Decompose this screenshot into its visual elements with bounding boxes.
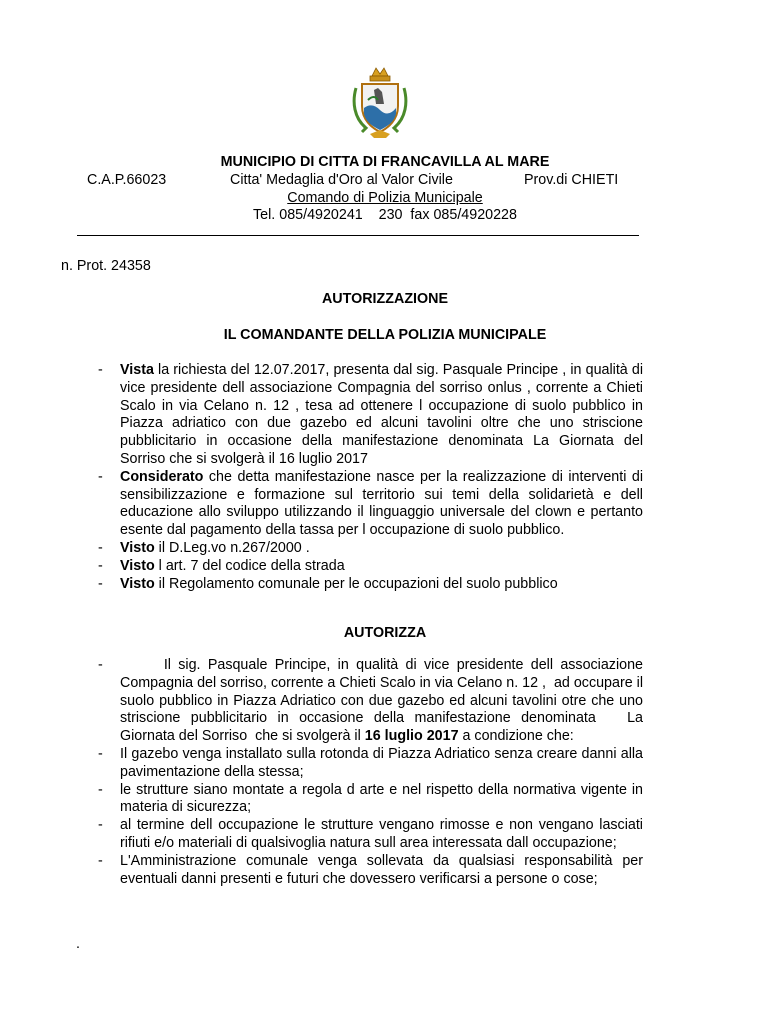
protocol-number: n. Prot. 24358 — [61, 258, 151, 274]
municipality-name: MUNICIPIO DI CITTA DI FRANCAVILLA AL MARE — [220, 154, 550, 170]
authorization-main: - Il sig. Pasquale Principe, in qualità di vice presidente dell associazione Compagnia del sorriso, corrente a Chieti Scalo in via Celano n. 12 , ad occupare il suolo pubblico in Piazza Adriatico con due gazebo ed alcuni tavolini otre che uno striscione pubblicitario in occasione della manifestazione denominata La Giornata del Sorriso che si svolgerà il 16 luglio 2017 a condizione che: — [98, 657, 643, 746]
authorize-title: AUTORIZZA — [343, 625, 427, 641]
police-command: Comando di Polizia Municipale — [287, 190, 483, 206]
trailing-dot: . — [76, 936, 80, 952]
postal-code: C.A.P.66023 — [87, 172, 167, 188]
premise-item: - Considerato che detta manifestazione nasce per la realizzazione di interventi di sensibilizzazione e formazione sul territorio sui temi della solidarietà e dell educazione allo sviluppo utilizzando il linguaggio universale del clown e pertanto esente dal pagamento della tassa per l occupazione di suolo pubblico. — [98, 469, 643, 540]
condition-item: - Il gazebo venga installato sulla rotonda di Piazza Adriatico senza creare danni alla pavimentazione della stessa; — [98, 746, 643, 782]
condition-item: - le strutture siano montate a regola d arte e nel rispetto della normativa vigente in materia di sicurezza; — [98, 782, 643, 818]
phone-fax: Tel. 085/4920241 230 fax 085/4920228 — [253, 207, 517, 223]
medal-line: Citta' Medaglia d'Oro al Valor Civile — [230, 172, 453, 188]
premise-item: - Vista la richiesta del 12.07.2017, presenta dal sig. Pasquale Principe , in qualità di vice presidente dell associazione Compagnia del sorriso onlus , corrente a Chieti Scalo in via Celano n. 12 , tesa ad ottenere l occupazione di suolo pubblico in Piazza adriatico con due gazebo ed alcuni tavolini oltre che uno striscione pubblicitario in occasione della manifestazione denominata La Giornata del Sorriso che si svolgerà il 16 luglio 2017 — [98, 362, 643, 469]
province: Prov.di CHIETI — [524, 172, 619, 188]
authorization-list — [98, 657, 647, 888]
municipal-crest-icon — [348, 66, 412, 140]
header-divider — [77, 235, 639, 236]
premise-item: - Visto l art. 7 del codice della strada — [98, 558, 643, 576]
premise-item: - Visto il Regolamento comunale per le occupazioni del suolo pubblico — [98, 576, 643, 594]
condition-item: - al termine dell occupazione le strutture vengano rimosse e non vengano lasciati rifiuti e/o materiali di qualsivoglia natura sull area interessata dall occupazione; — [98, 817, 643, 853]
issuer-title: IL COMANDANTE DELLA POLIZIA MUNICIPALE — [223, 327, 547, 343]
condition-item: - L'Amministrazione comunale venga sollevata da qualsiasi responsabilità per eventuali danni presenti e futuri che dovessero verificarsi a persone o cose; — [98, 853, 643, 889]
doc-title: AUTORIZZAZIONE — [321, 291, 449, 307]
premises-list — [98, 362, 643, 593]
premise-item: - Visto il D.Leg.vo n.267/2000 . — [98, 540, 643, 558]
